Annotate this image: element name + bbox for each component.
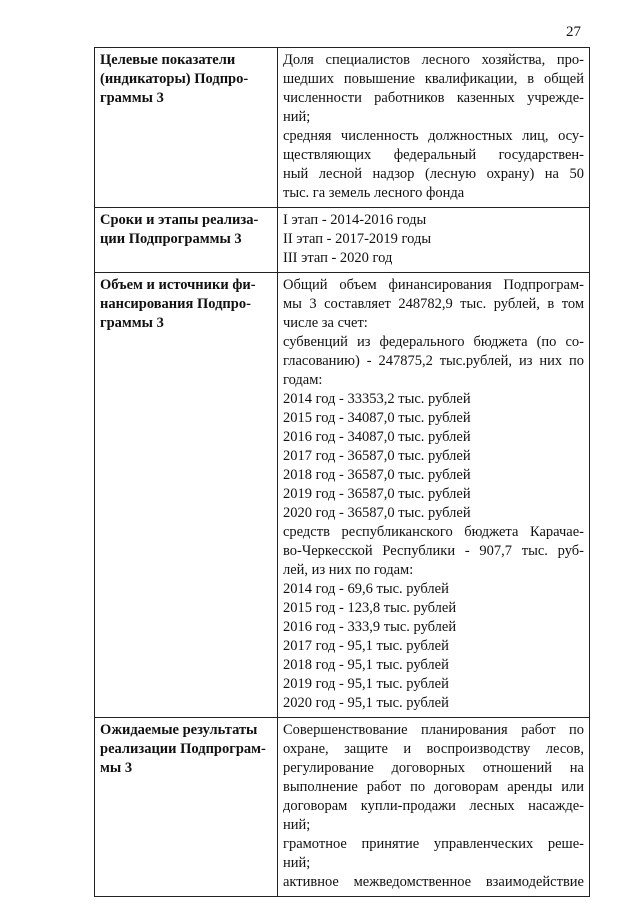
content-line: шедших повышение квалификации, в общей bbox=[283, 71, 584, 87]
content-line: ний; bbox=[283, 109, 311, 125]
page-number: 27 bbox=[566, 24, 581, 40]
content-line: лей, из них по годам: bbox=[283, 562, 414, 578]
label-line: реализации Подпрограм- bbox=[100, 741, 266, 757]
label-line: граммы 3 bbox=[100, 90, 164, 106]
content-line: ществляющих федеральный государствен- bbox=[283, 147, 584, 163]
content-line: 2019 год - 95,1 тыс. рублей bbox=[283, 676, 449, 692]
content-line: тыс. га земель лесного фонда bbox=[283, 185, 465, 201]
content-line: годам: bbox=[283, 372, 323, 388]
subprogram-passport-table bbox=[94, 47, 590, 897]
content-line: мы 3 составляет 248782,9 тыс. рублей, в том bbox=[283, 296, 584, 312]
content-line: 2018 год - 95,1 тыс. рублей bbox=[283, 657, 449, 673]
label-line: нансирования Подпро- bbox=[100, 296, 251, 312]
content-line: ний; bbox=[283, 855, 311, 871]
content-line: 2016 год - 34087,0 тыс. рублей bbox=[283, 429, 471, 445]
content-line: III этап - 2020 год bbox=[283, 250, 393, 266]
row-label-target-indicators bbox=[95, 48, 278, 208]
content-line: 2014 год - 69,6 тыс. рублей bbox=[283, 581, 449, 597]
content-line: 2020 год - 95,1 тыс. рублей bbox=[283, 695, 449, 711]
content-line: ный лесной надзор (лесную охрану) на 50 bbox=[283, 166, 584, 182]
row-content-expected-results bbox=[278, 718, 590, 897]
content-line: регулирование договорных отношений на bbox=[283, 760, 584, 776]
content-line: 2020 год - 36587,0 тыс. рублей bbox=[283, 505, 471, 521]
content-line: 2014 год - 33353,2 тыс. рублей bbox=[283, 391, 471, 407]
content-line: 2018 год - 36587,0 тыс. рублей bbox=[283, 467, 471, 483]
table-row bbox=[95, 48, 590, 208]
content-line: выполнение работ по договорам аренды или bbox=[283, 779, 584, 795]
content-line: договорам купли-продажи лесных насажде- bbox=[283, 798, 584, 814]
content-line: 2017 год - 95,1 тыс. рублей bbox=[283, 638, 449, 654]
label-line: Целевые показатели bbox=[100, 52, 236, 68]
content-line: 2015 год - 34087,0 тыс. рублей bbox=[283, 410, 471, 426]
content-line: 2016 год - 333,9 тыс. рублей bbox=[283, 619, 457, 635]
content-line: средств республиканского бюджета Карачае- bbox=[283, 524, 584, 540]
row-content-timing-stages bbox=[278, 208, 590, 273]
label-line: Сроки и этапы реализа- bbox=[100, 212, 259, 228]
content-line: числе за счет: bbox=[283, 315, 368, 331]
content-line: охране, защите и воспроизводству лесов, bbox=[283, 741, 584, 757]
content-line: средняя численность должностных лиц, осу- bbox=[283, 128, 584, 144]
label-line: граммы 3 bbox=[100, 315, 164, 331]
content-line: 2019 год - 36587,0 тыс. рублей bbox=[283, 486, 471, 502]
content-line: грамотное принятие управленческих реше- bbox=[283, 836, 584, 852]
row-content-funding-sources bbox=[278, 273, 590, 718]
content-line: Совершенствование планирования работ по bbox=[283, 722, 584, 738]
content-line: активное межведомственное взаимодействие bbox=[283, 874, 584, 890]
row-label-timing-stages bbox=[95, 208, 278, 273]
label-line: Ожидаемые результаты bbox=[100, 722, 258, 738]
table-row bbox=[95, 208, 590, 273]
content-line: во-Черкесской Республики - 907,7 тыс. руб- bbox=[283, 543, 584, 559]
row-label-funding-sources bbox=[95, 273, 278, 718]
label-line: Объем и источники фи- bbox=[100, 277, 256, 293]
row-label-expected-results bbox=[95, 718, 278, 897]
label-line: ции Подпрограммы 3 bbox=[100, 231, 242, 247]
content-line: I этап - 2014-2016 годы bbox=[283, 212, 427, 228]
row-content-target-indicators bbox=[278, 48, 590, 208]
table-row bbox=[95, 273, 590, 718]
content-line: численности работников казенных учрежде- bbox=[283, 90, 584, 106]
content-line: II этап - 2017-2019 годы bbox=[283, 231, 432, 247]
content-line: 2017 год - 36587,0 тыс. рублей bbox=[283, 448, 471, 464]
table-row bbox=[95, 718, 590, 897]
content-line: ний; bbox=[283, 817, 311, 833]
label-line: мы 3 bbox=[100, 760, 133, 776]
label-line: (индикаторы) Подпро- bbox=[100, 71, 249, 87]
content-line: Общий объем финансирования Подпрограм- bbox=[283, 277, 584, 293]
content-line: субвенций из федерального бюджета (по со- bbox=[283, 334, 584, 350]
content-line: 2015 год - 123,8 тыс. рублей bbox=[283, 600, 457, 616]
content-line: Доля специалистов лесного хозяйства, про- bbox=[283, 52, 584, 68]
content-line: гласованию) - 247875,2 тыс.рублей, из них по bbox=[283, 353, 584, 369]
